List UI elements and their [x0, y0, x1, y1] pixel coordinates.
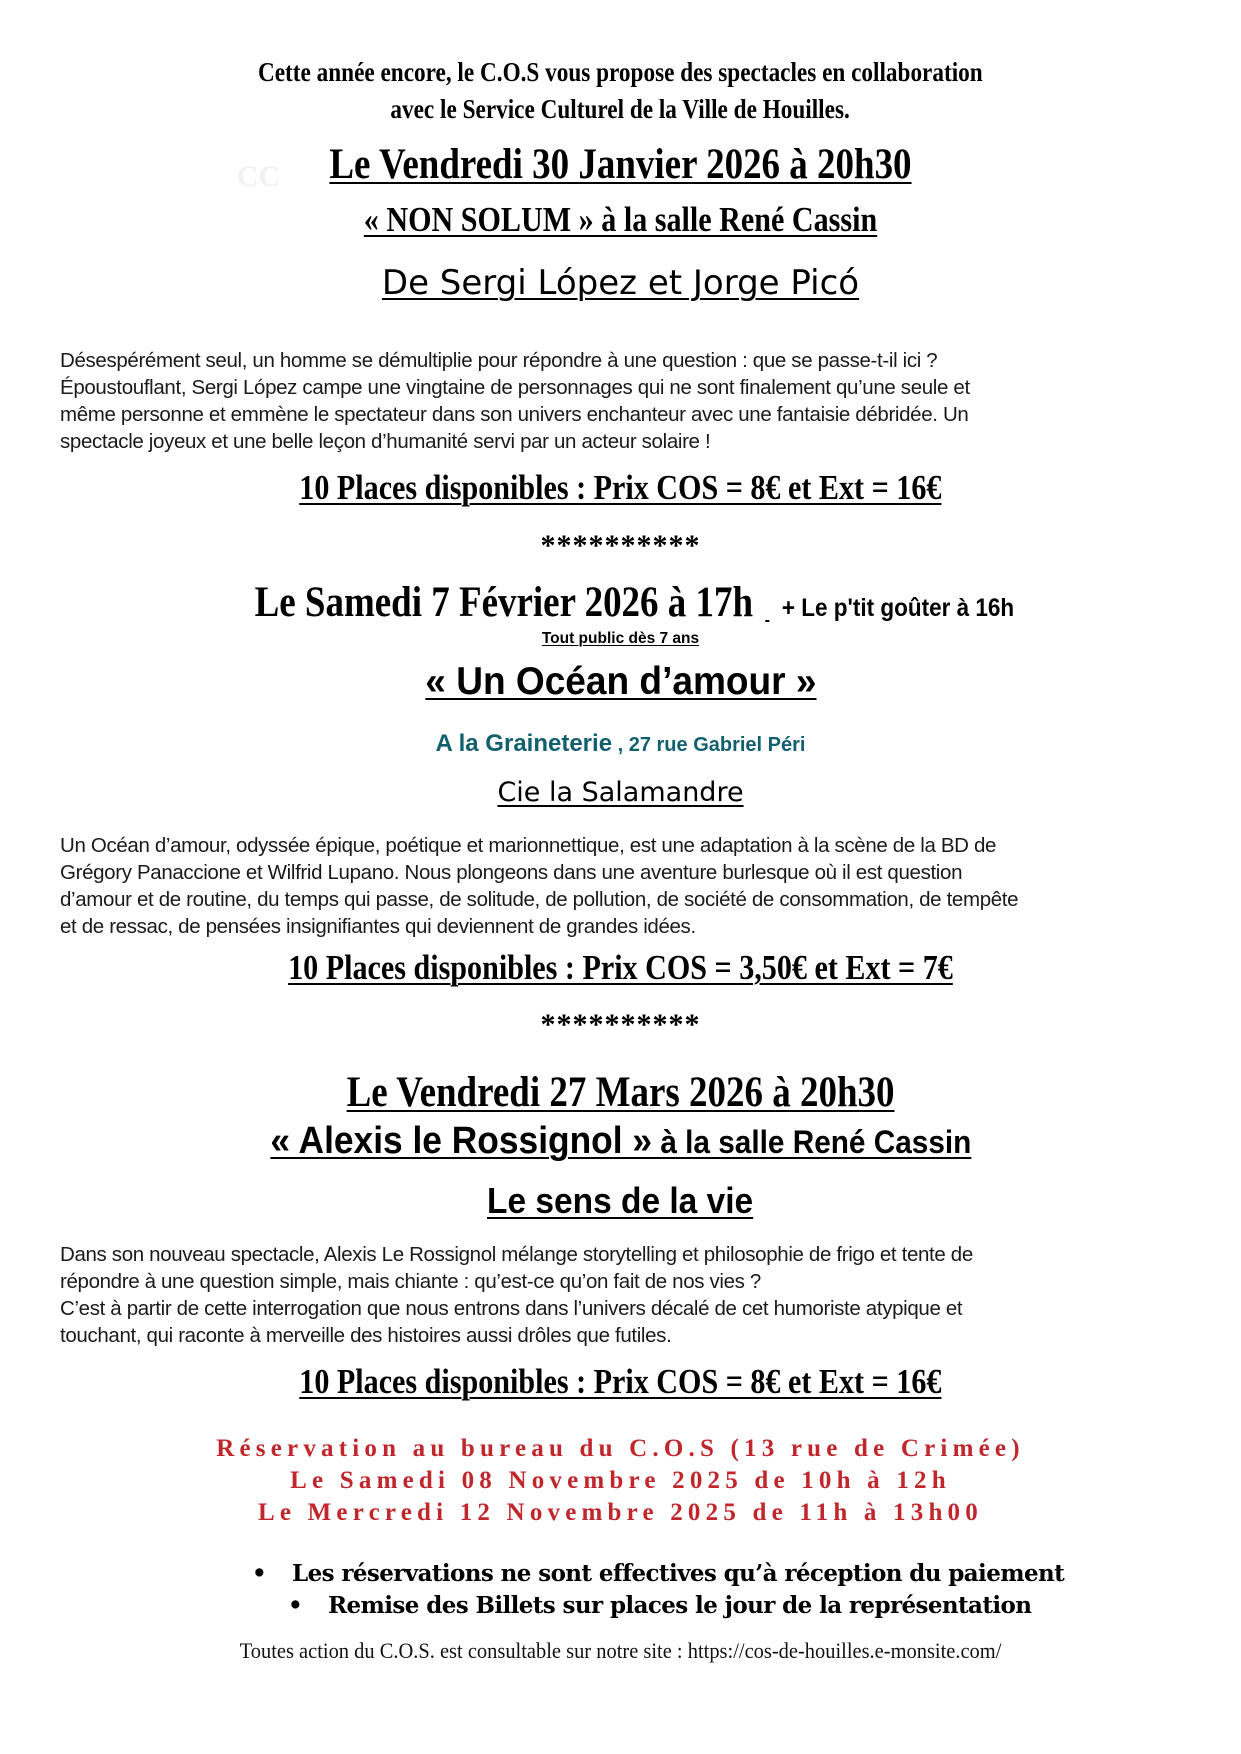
event-2-date-underline — [214, 578, 1028, 627]
event-2-description — [60, 832, 1190, 940]
event-3-desc-line: répondre à une question simple, mais chiante : qu’est-ce qu’on fait de nos vies ? — [60, 1270, 761, 1293]
event-2-venue-main: A la Graineterie — [435, 730, 613, 757]
event-2-audience — [0, 630, 1241, 648]
event-2-title-text: « Un Océan d’amour » — [424, 660, 817, 703]
event-3-subtitle-text: Le sens de la vie — [487, 1180, 754, 1221]
note-item — [288, 1592, 1031, 1619]
event-2-desc-line: d’amour et de routine, du temps qui passe, de solitude, de pollution, de société de consommation, de tempête — [60, 888, 1019, 911]
event-3-description — [60, 1241, 1190, 1349]
intro-line-1 — [0, 52, 1241, 92]
footer-text: Toutes action du C.O.S. est consultable sur notre site : https://cos-de-houilles.e-monsite.com/ — [239, 1638, 1002, 1663]
reservation-line-2: Le Samedi 08 Novembre 2025 de 10h à 12h — [290, 1467, 951, 1494]
separator-2: ********** — [540, 1008, 701, 1041]
event-1-desc-line: Époustouflant, Sergi López campe une vingtaine de personnages qui ne sont finalement qu’une seule et — [60, 376, 970, 399]
intro-text-1: Cette année encore, le C.O.S vous propose des spectacles en collaboration — [258, 57, 983, 87]
note-text: Remise des Billets sur places le jour de la représentation — [328, 1592, 1032, 1619]
event-1-date-text: Le Vendredi 30 Janvier 2026 à 20h30 — [329, 141, 912, 188]
event-2-date — [0, 578, 1241, 627]
event-2-desc-line: Un Océan d’amour, odyssée épique, poétique et marionnettique, est une adaptation à la scène de la BD de — [60, 834, 997, 857]
event-1-desc-line: spectacle joyeux et une belle leçon d’humanité servi par un acteur solaire ! — [60, 430, 711, 453]
event-2-venue-address: , 27 rue Gabriel Péri — [612, 734, 806, 756]
event-2-price-text: 10 Places disponibles : Prix COS = 3,50€ et Ext = 7€ — [288, 948, 953, 987]
event-1-subtitle — [0, 263, 1241, 303]
event-1-price-text: 10 Places disponibles : Prix COS = 8€ et Ext = 16€ — [299, 468, 942, 507]
event-2-date-text: Le Samedi 7 Février 2026 à 17h — [254, 579, 753, 626]
note-text: Les réservations ne sont effectives qu’à réception du paiement — [292, 1560, 1065, 1587]
event-3-date-text: Le Vendredi 27 Mars 2026 à 20h30 — [346, 1069, 895, 1116]
event-2-subtitle-text: Cie la Salamandre — [497, 777, 744, 808]
event-3-price — [0, 1362, 1241, 1402]
event-3-desc-line: Dans son nouveau spectacle, Alexis Le Rossignol mélange storytelling et philosophie de frigo et tente de — [60, 1243, 973, 1266]
event-2-date-extra: + Le p'tit goûter à 16h — [782, 594, 1015, 622]
event-3-subtitle — [0, 1180, 1241, 1222]
event-1-date — [0, 140, 1241, 189]
event-3-date — [0, 1068, 1241, 1117]
separator-1: ********** — [540, 529, 701, 562]
footer-note — [0, 1638, 1241, 1664]
ghost-mark: CC — [236, 160, 281, 193]
event-1-price — [0, 468, 1241, 508]
intro-text-2: avec le Service Culturel de la Ville de Houilles. — [390, 94, 851, 124]
bullet-icon: • — [252, 1560, 267, 1587]
event-2-desc-line: et de ressac, de pensées insignifiantes qui deviennent de grandes idées. — [60, 915, 696, 938]
event-3-desc-line: C’est à partir de cette interrogation que nous entrons dans l’univers décalé de cet humoriste atypique et — [60, 1297, 963, 1320]
event-3-title — [0, 1120, 1241, 1163]
event-3-price-text: 10 Places disponibles : Prix COS = 8€ et Ext = 16€ — [299, 1362, 942, 1401]
event-2-audience-text: Tout public dès 7 ans — [541, 630, 700, 647]
event-1-title-text: « NON SOLUM » à la salle René Cassin — [363, 200, 878, 239]
reservation-line-3: Le Mercredi 12 Novembre 2025 de 11h à 13h00 — [258, 1499, 983, 1526]
bullet-icon: • — [288, 1592, 303, 1619]
event-2-title — [0, 660, 1241, 704]
event-3-title-underline — [270, 1120, 971, 1163]
event-1-description — [60, 347, 1190, 455]
event-3-title-venue: à la salle René Cassin — [651, 1124, 971, 1160]
reservation-line-1: Réservation au bureau du C.O.S (13 rue de Crimée) — [216, 1435, 1025, 1462]
event-1-desc-line: même personne et emmène le spectateur dans son univers enchanteur avec une fantaisie débridée. Un — [60, 403, 969, 426]
event-2-price — [0, 948, 1241, 988]
event-3-desc-line: touchant, qui raconte à merveille des histoires aussi drôles que futiles. — [60, 1324, 672, 1347]
event-1-subtitle-text: De Sergi López et Jorge Picó — [381, 263, 860, 303]
event-3-title-name: « Alexis le Rossignol » — [270, 1120, 652, 1162]
note-item — [252, 1560, 1064, 1587]
event-1-desc-line: Désespérément seul, un homme se démultiplie pour répondre à une question : que se passe-t-il ici ? — [60, 349, 938, 372]
event-2-subtitle — [0, 777, 1241, 808]
event-2-desc-line: Grégory Panaccione et Wilfrid Lupano. Nous plongeons dans une aventure burlesque où il est question — [60, 861, 963, 884]
event-2-venue — [0, 730, 1241, 758]
event-1-title — [0, 200, 1241, 240]
intro-line-2 — [0, 89, 1241, 129]
